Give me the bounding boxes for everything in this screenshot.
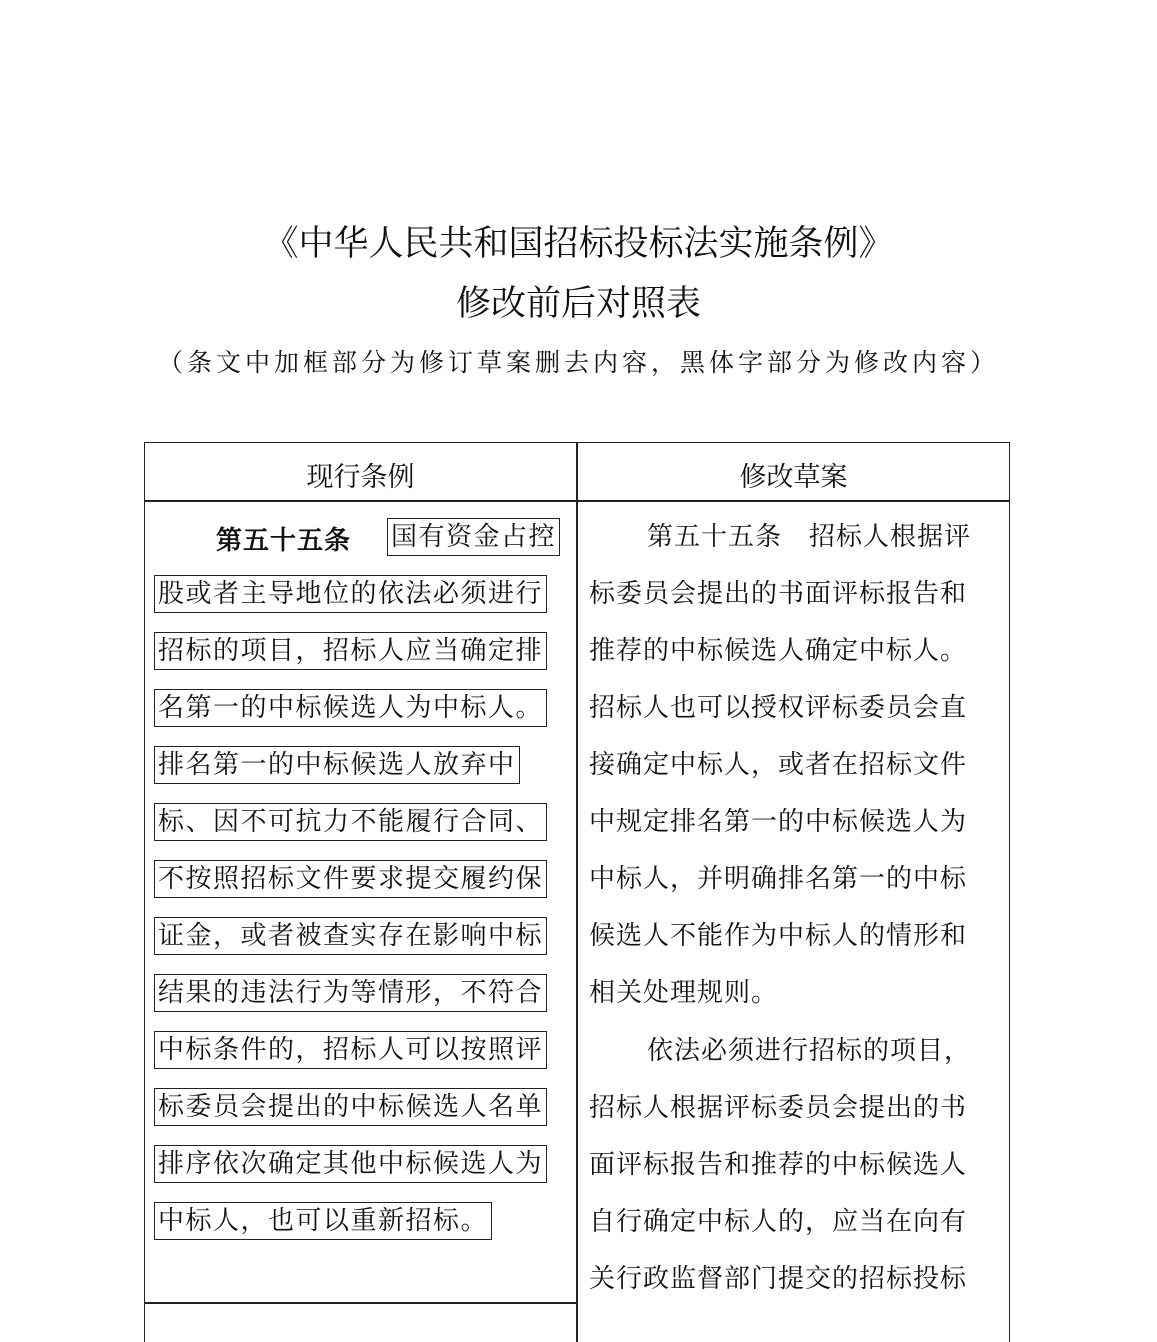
- boxed-text-line: 排名第一的中标候选人放弃中: [154, 746, 520, 784]
- draft-text-line: 推荐的中标候选人确定中标人。: [589, 636, 968, 666]
- draft-text-line: 面评标报告和推荐的中标候选人: [589, 1150, 968, 1180]
- header-draft-amendment: 修改草案: [739, 462, 848, 493]
- draft-text-line: 接确定中标人，或者在招标文件: [589, 750, 968, 780]
- document-title-line2: 修改前后对照表: [455, 284, 701, 324]
- boxed-text-line: 结果的违法行为等情形，不符合: [154, 974, 547, 1012]
- draft-text-line: 中标人，并明确排名第一的中标: [589, 864, 968, 894]
- column-divider: [576, 442, 578, 1342]
- boxed-text-line: 招标的项目，招标人应当确定排: [154, 632, 547, 670]
- boxed-text-line: 不按照招标文件要求提交履约保: [154, 860, 547, 898]
- draft-text-line: 候选人不能作为中标人的情形和: [589, 921, 968, 951]
- boxed-text-line: 证金，或者被查实存在影响中标: [154, 917, 547, 955]
- draft-text-line: 招标人根据评标委员会提出的书: [589, 1093, 968, 1123]
- header-current-regulation: 现行条例: [306, 462, 415, 493]
- draft-text-line: 第五十五条 招标人根据评: [647, 522, 972, 552]
- boxed-text-line: 标委员会提出的中标候选人名单: [154, 1088, 547, 1126]
- draft-text-line: 相关处理规则。: [589, 978, 779, 1008]
- draft-text-line: 自行确定中标人的，应当在向有: [589, 1207, 968, 1237]
- document-subtitle: （条文中加框部分为修订草案删去内容，黑体字部分为修改内容）: [157, 348, 999, 377]
- draft-text-line: 标委员会提出的书面评标报告和: [589, 579, 968, 609]
- draft-text-line: 招标人也可以授权评标委员会直: [589, 693, 968, 723]
- draft-text-line: 中规定排名第一的中标候选人为: [589, 807, 968, 837]
- header-divider: [144, 500, 1010, 502]
- boxed-text-line: 名第一的中标候选人为中标人。: [154, 689, 547, 727]
- boxed-text-line: 股或者主导地位的依法必须进行: [154, 575, 547, 613]
- document-title-line1: 《中华人民共和国招标投标法实施条例》: [263, 224, 894, 264]
- left-column-bottom-border: [144, 1302, 578, 1304]
- boxed-text-line: 标、因不可抗力不能履行合同、: [154, 803, 547, 841]
- article-label: 第五十五条: [216, 526, 352, 556]
- boxed-text-line: 中标人，也可以重新招标。: [154, 1202, 492, 1240]
- boxed-text-line: 排序依次确定其他中标候选人为: [154, 1145, 547, 1183]
- draft-text-line: 依法必须进行招标的项目，: [647, 1036, 972, 1066]
- boxed-text-line: 国有资金占控: [387, 518, 560, 556]
- boxed-text-line: 中标条件的，招标人可以按照评: [154, 1031, 547, 1069]
- draft-text-line: 关行政监督部门提交的招标投标: [589, 1264, 968, 1294]
